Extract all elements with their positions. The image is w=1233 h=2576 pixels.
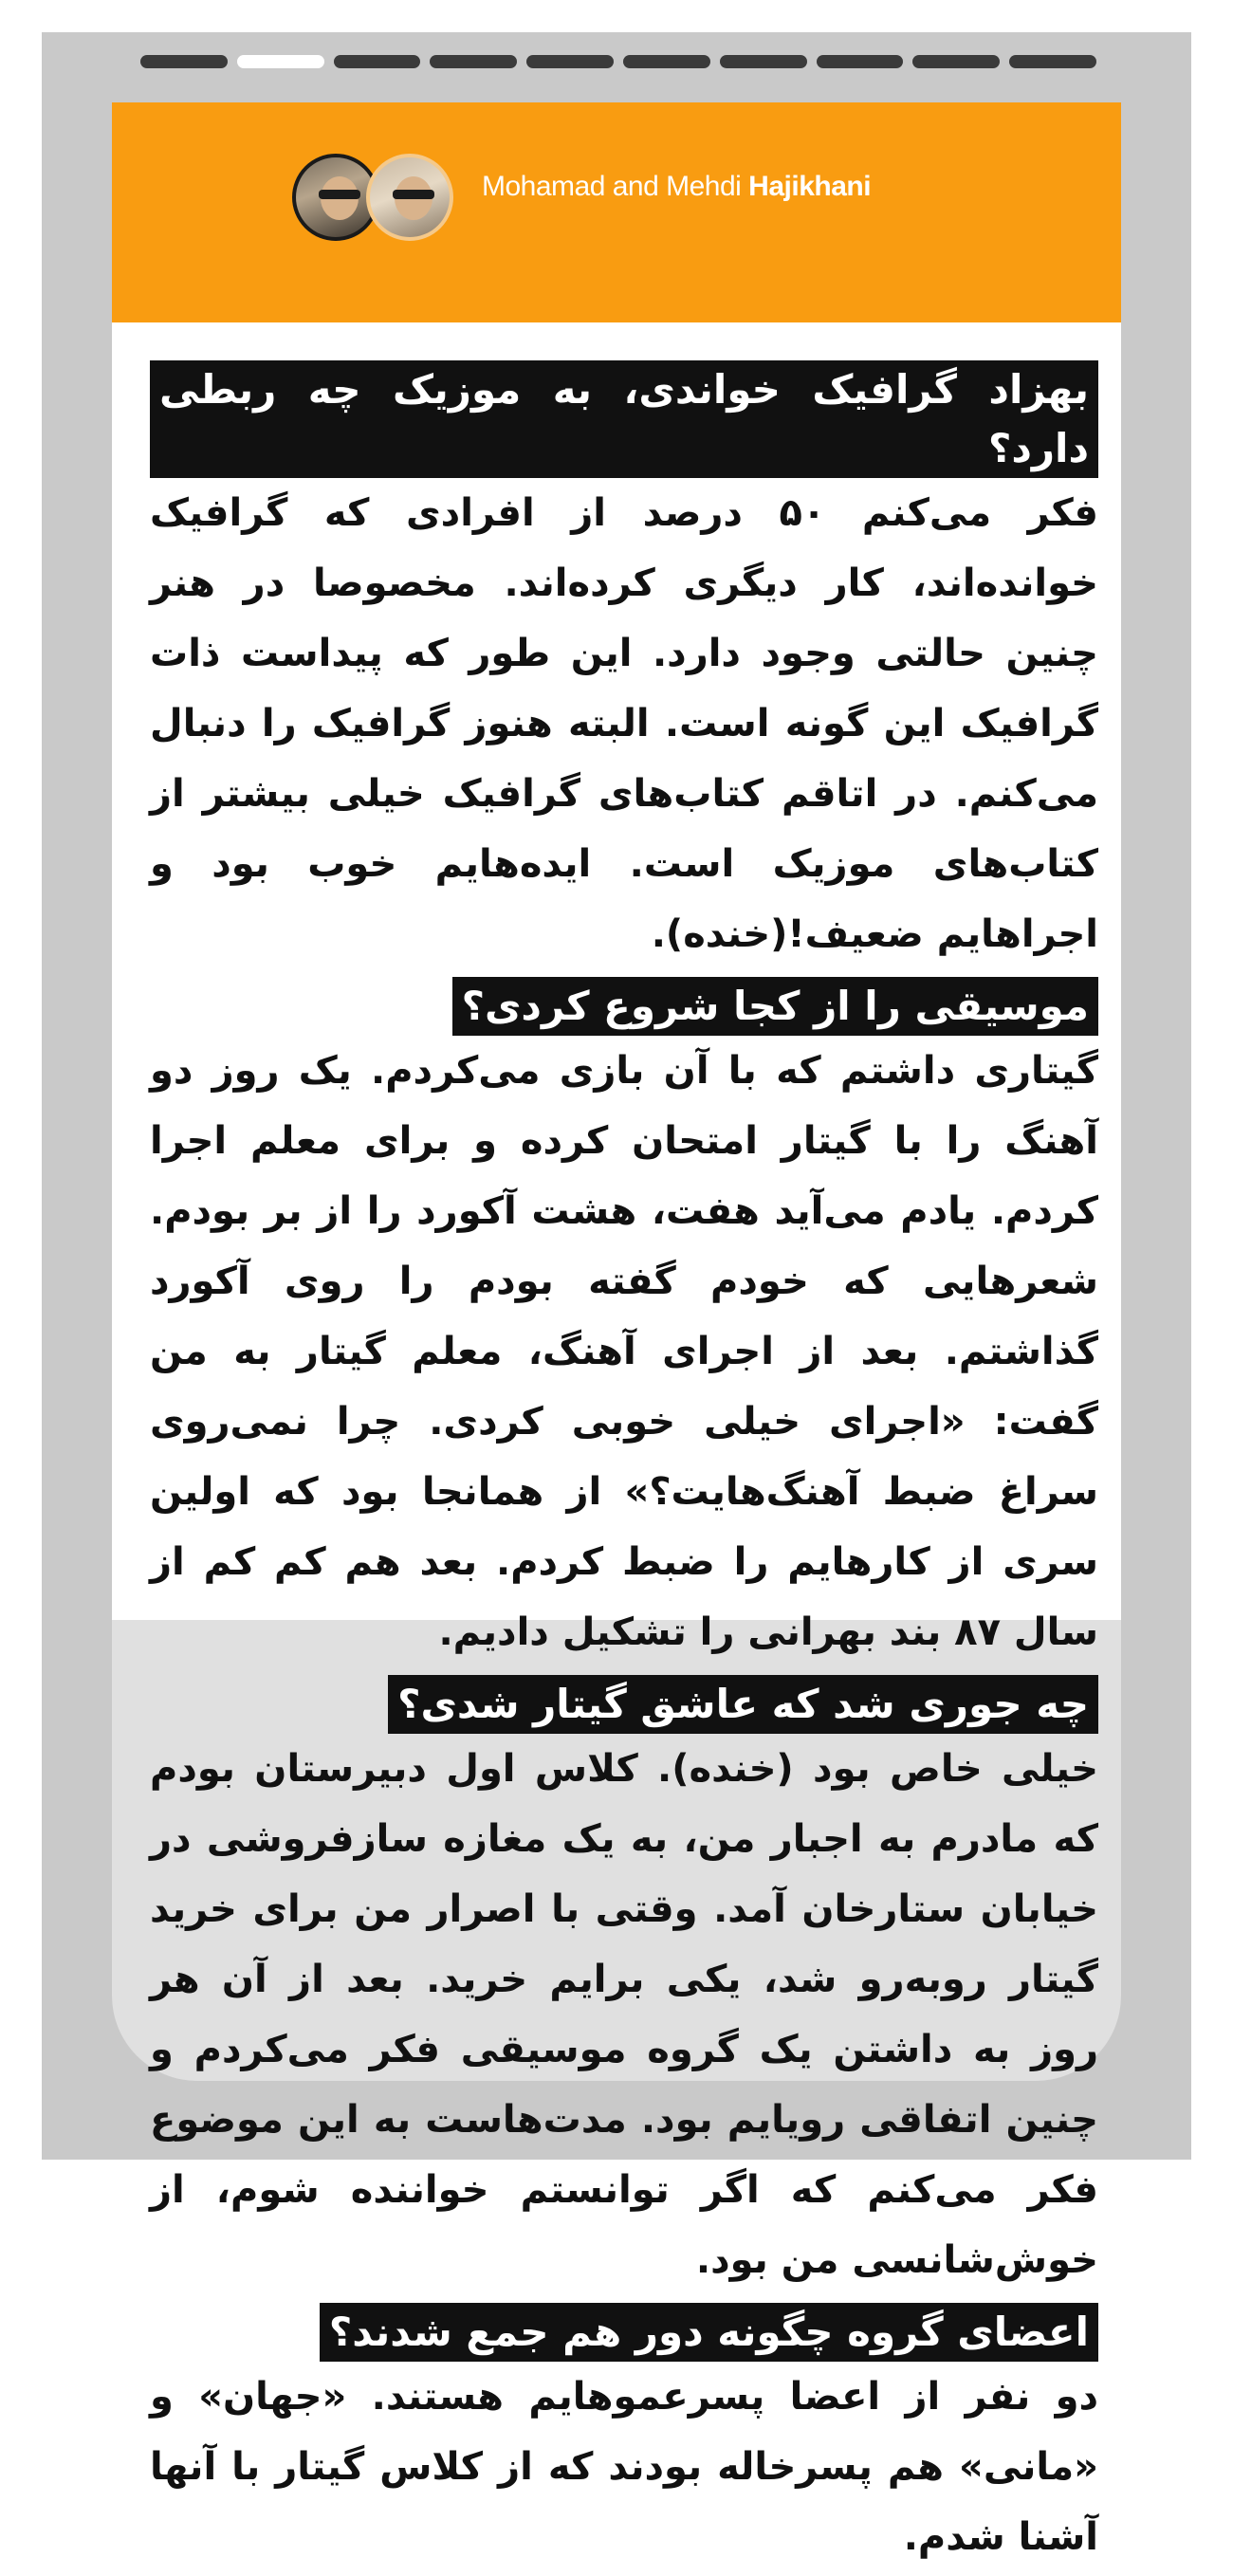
answer-paragraph: خیلی خاص بود (خنده). کلاس اول دبیرستان بودم که مادرم به اجبار من، به یک مغازه سازفروشی در خیابان ستارخان آمد. وقتی با اصرار من برای خرید گیتار روبه‌رو شد، یکی برایم خرید. بعد از آن هر روز به داشتن یک گروه موسیقی فکر می‌کردم و چنین اتفاقی رویایم بود. مدت‌هاست به این موضوع فکر می‌کنم که اگر توانستم خواننده شوم، از خوش‌شانسی من بود. (150, 1747, 1098, 2282)
author-surname: Hajikhani (748, 171, 872, 202)
avatar-mehdi[interactable] (366, 154, 453, 241)
answer-paragraph: فکر می‌کنم ۵۰ درصد از افرادی که گرافیک خوانده‌اند، کار دیگری کرده‌اند. مخصوصا در هنر چنین حالتی وجود دارد. این طور که پیداست ذات گرافیک این گونه است. البته هنوز گرافیک را دنبال می‌کنم. در اتاقم کتاب‌های گرافیک خیلی بیشتر از کتاب‌های موزیک است. ایده‌هایم خوب بود و اجراهایم ضعیف!(خنده). (150, 491, 1098, 956)
author-names[interactable] (482, 171, 871, 203)
progress-segment-active (237, 55, 324, 68)
answer-paragraph: دو نفر از اعضا پسرعموهایم هستند. «جهان» و «مانی» هم پسرخاله بودند که از کلاس گیتار با آنها آشنا شدم. (150, 2375, 1098, 2559)
sunglasses-icon (393, 190, 434, 199)
progress-segment (334, 55, 421, 68)
question-heading: اعضای گروه چگونه دور هم جمع شدند؟ (320, 2303, 1098, 2362)
avatar-group[interactable] (292, 154, 472, 245)
question-heading: بهزاد گرافیک خواندی، به موزیک چه ربطی دارد؟ (150, 360, 1098, 478)
progress-segment (912, 55, 1000, 68)
progress-segment (140, 55, 228, 68)
answer-paragraph: گیتاری داشتم که با آن بازی می‌کردم. یک روز دو آهنگ را با گیتار امتحان کرده و برای معلم اجرا کردم. یادم می‌آید هفت، هشت آکورد را از بر بودم. شعرهایی که خودم گفته بودم را روی آکورد گذاشتم. بعد از اجرای آهنگ، معلم گیتار به من گفت: «اجرای خیلی خوبی کردی. چرا نمی‌روی سراغ ضبط آهنگ‌هایت؟» از همانجا بود که اولین سری از کارهایم را ضبط کردم. بعد هم کم کم از سال ۸۷ بند بهرانی را تشکیل دادیم. (150, 1049, 1098, 1654)
sunglasses-icon (319, 190, 360, 199)
progress-segment (1009, 55, 1096, 68)
question-heading: موسیقی را از کجا شروع کردی؟ (452, 977, 1098, 1036)
story-progress-bar (140, 55, 1096, 74)
progress-segment (430, 55, 517, 68)
progress-segment (817, 55, 904, 68)
interview-body (150, 357, 1098, 2576)
progress-segment (526, 55, 614, 68)
progress-segment (623, 55, 710, 68)
progress-segment (720, 55, 807, 68)
card-header (112, 102, 1121, 322)
question-heading: چه جوری شد که عاشق گیتار شدی؟ (388, 1675, 1098, 1734)
author-names-prefix: Mohamad and Mehdi (482, 171, 749, 202)
story-card[interactable] (112, 102, 1121, 2559)
